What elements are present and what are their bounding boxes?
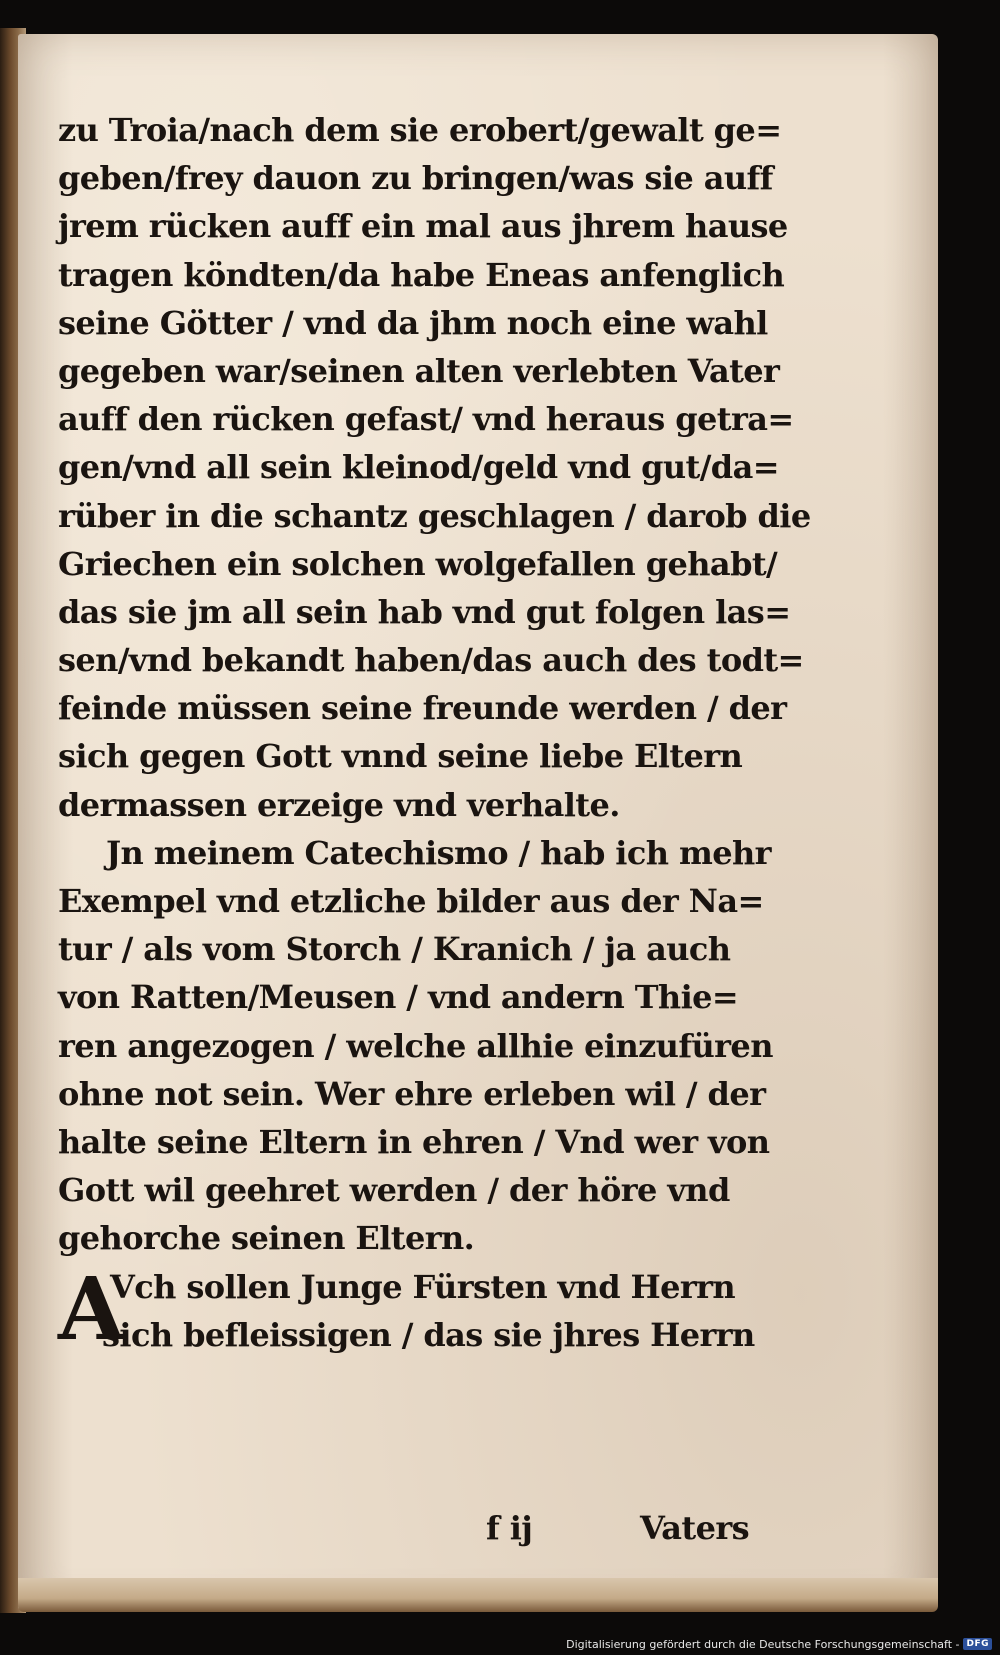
page-bottom-edge bbox=[18, 1578, 938, 1612]
text-line: von Ratten/Meusen / vnd andern Thie= bbox=[58, 978, 739, 1017]
text-line: feinde müssen seine freunde werden / der bbox=[58, 689, 787, 728]
text-line: sich gegen Gott vnnd seine liebe Eltern bbox=[58, 737, 743, 776]
book-page bbox=[18, 34, 938, 1610]
dropcap-paragraph bbox=[58, 1258, 798, 1360]
text-line: gegeben war/seinen alten verlebten Vater bbox=[58, 351, 780, 390]
text-line: halte seine Eltern in ehren / Vnd wer von bbox=[58, 1122, 770, 1161]
text-line: seine Götter / vnd da jhm noch eine wahl bbox=[58, 303, 768, 342]
text-line: zu Troia/nach dem sie erobert/gewalt ge= bbox=[58, 111, 782, 149]
text-line: ohne not sein. Wer ehre erleben wil / der bbox=[58, 1074, 766, 1113]
text-line: sich befleissigen / das sie jhres Herrn bbox=[102, 1315, 755, 1354]
dfg-logo: DFG bbox=[963, 1638, 992, 1650]
text-line: das sie jm all sein hab vnd gut folgen las= bbox=[58, 592, 791, 631]
drop-capital: A bbox=[58, 1258, 125, 1360]
page-text bbox=[58, 106, 811, 1547]
text-line: gehorche seinen Eltern. bbox=[58, 1219, 475, 1258]
text-line: geben/frey dauon zu bringen/was sie auff bbox=[58, 159, 773, 198]
text-line: Exempel vnd etzliche bilder aus der Na= bbox=[58, 882, 764, 920]
text-line: sen/vnd bekandt haben/das auch des todt= bbox=[58, 641, 804, 680]
text-line: Griechen ein solchen wolgefallen gehabt/ bbox=[58, 544, 778, 583]
text-line: tur / als vom Storch / Kranich / ja auch bbox=[58, 930, 731, 969]
text-line: rüber in die schantz geschlagen / darob die bbox=[58, 496, 811, 535]
text-line: tragen köndten/da habe Eneas anfenglich bbox=[58, 255, 785, 294]
text-line: Vch sollen Junge Fürsten vnd Herrn bbox=[110, 1267, 736, 1306]
page-footer bbox=[58, 1504, 798, 1552]
digitization-credit bbox=[566, 1636, 992, 1652]
text-line: dermassen erzeige vnd verhalte. bbox=[58, 785, 620, 824]
text-line: gen/vnd all sein kleinod/geld vnd gut/da= bbox=[58, 448, 779, 487]
credit-text: Digitalisierung gefördert durch die Deutsche Forschungsgemeinschaft - bbox=[566, 1637, 960, 1651]
text-line: Gott wil geehret werden / der höre vnd bbox=[58, 1171, 730, 1210]
text-line: ren angezogen / welche allhie einzufüren bbox=[58, 1026, 773, 1065]
signature-mark: f ij bbox=[486, 1509, 533, 1547]
text-line: auff den rücken gefast/ vnd heraus getra= bbox=[58, 400, 794, 439]
catchword: Vaters bbox=[640, 1509, 750, 1547]
paragraph-first-line: Jn meinem Catechismo / hab ich mehr bbox=[106, 833, 771, 872]
text-line: jrem rücken auff ein mal aus jhrem hause bbox=[58, 207, 788, 246]
